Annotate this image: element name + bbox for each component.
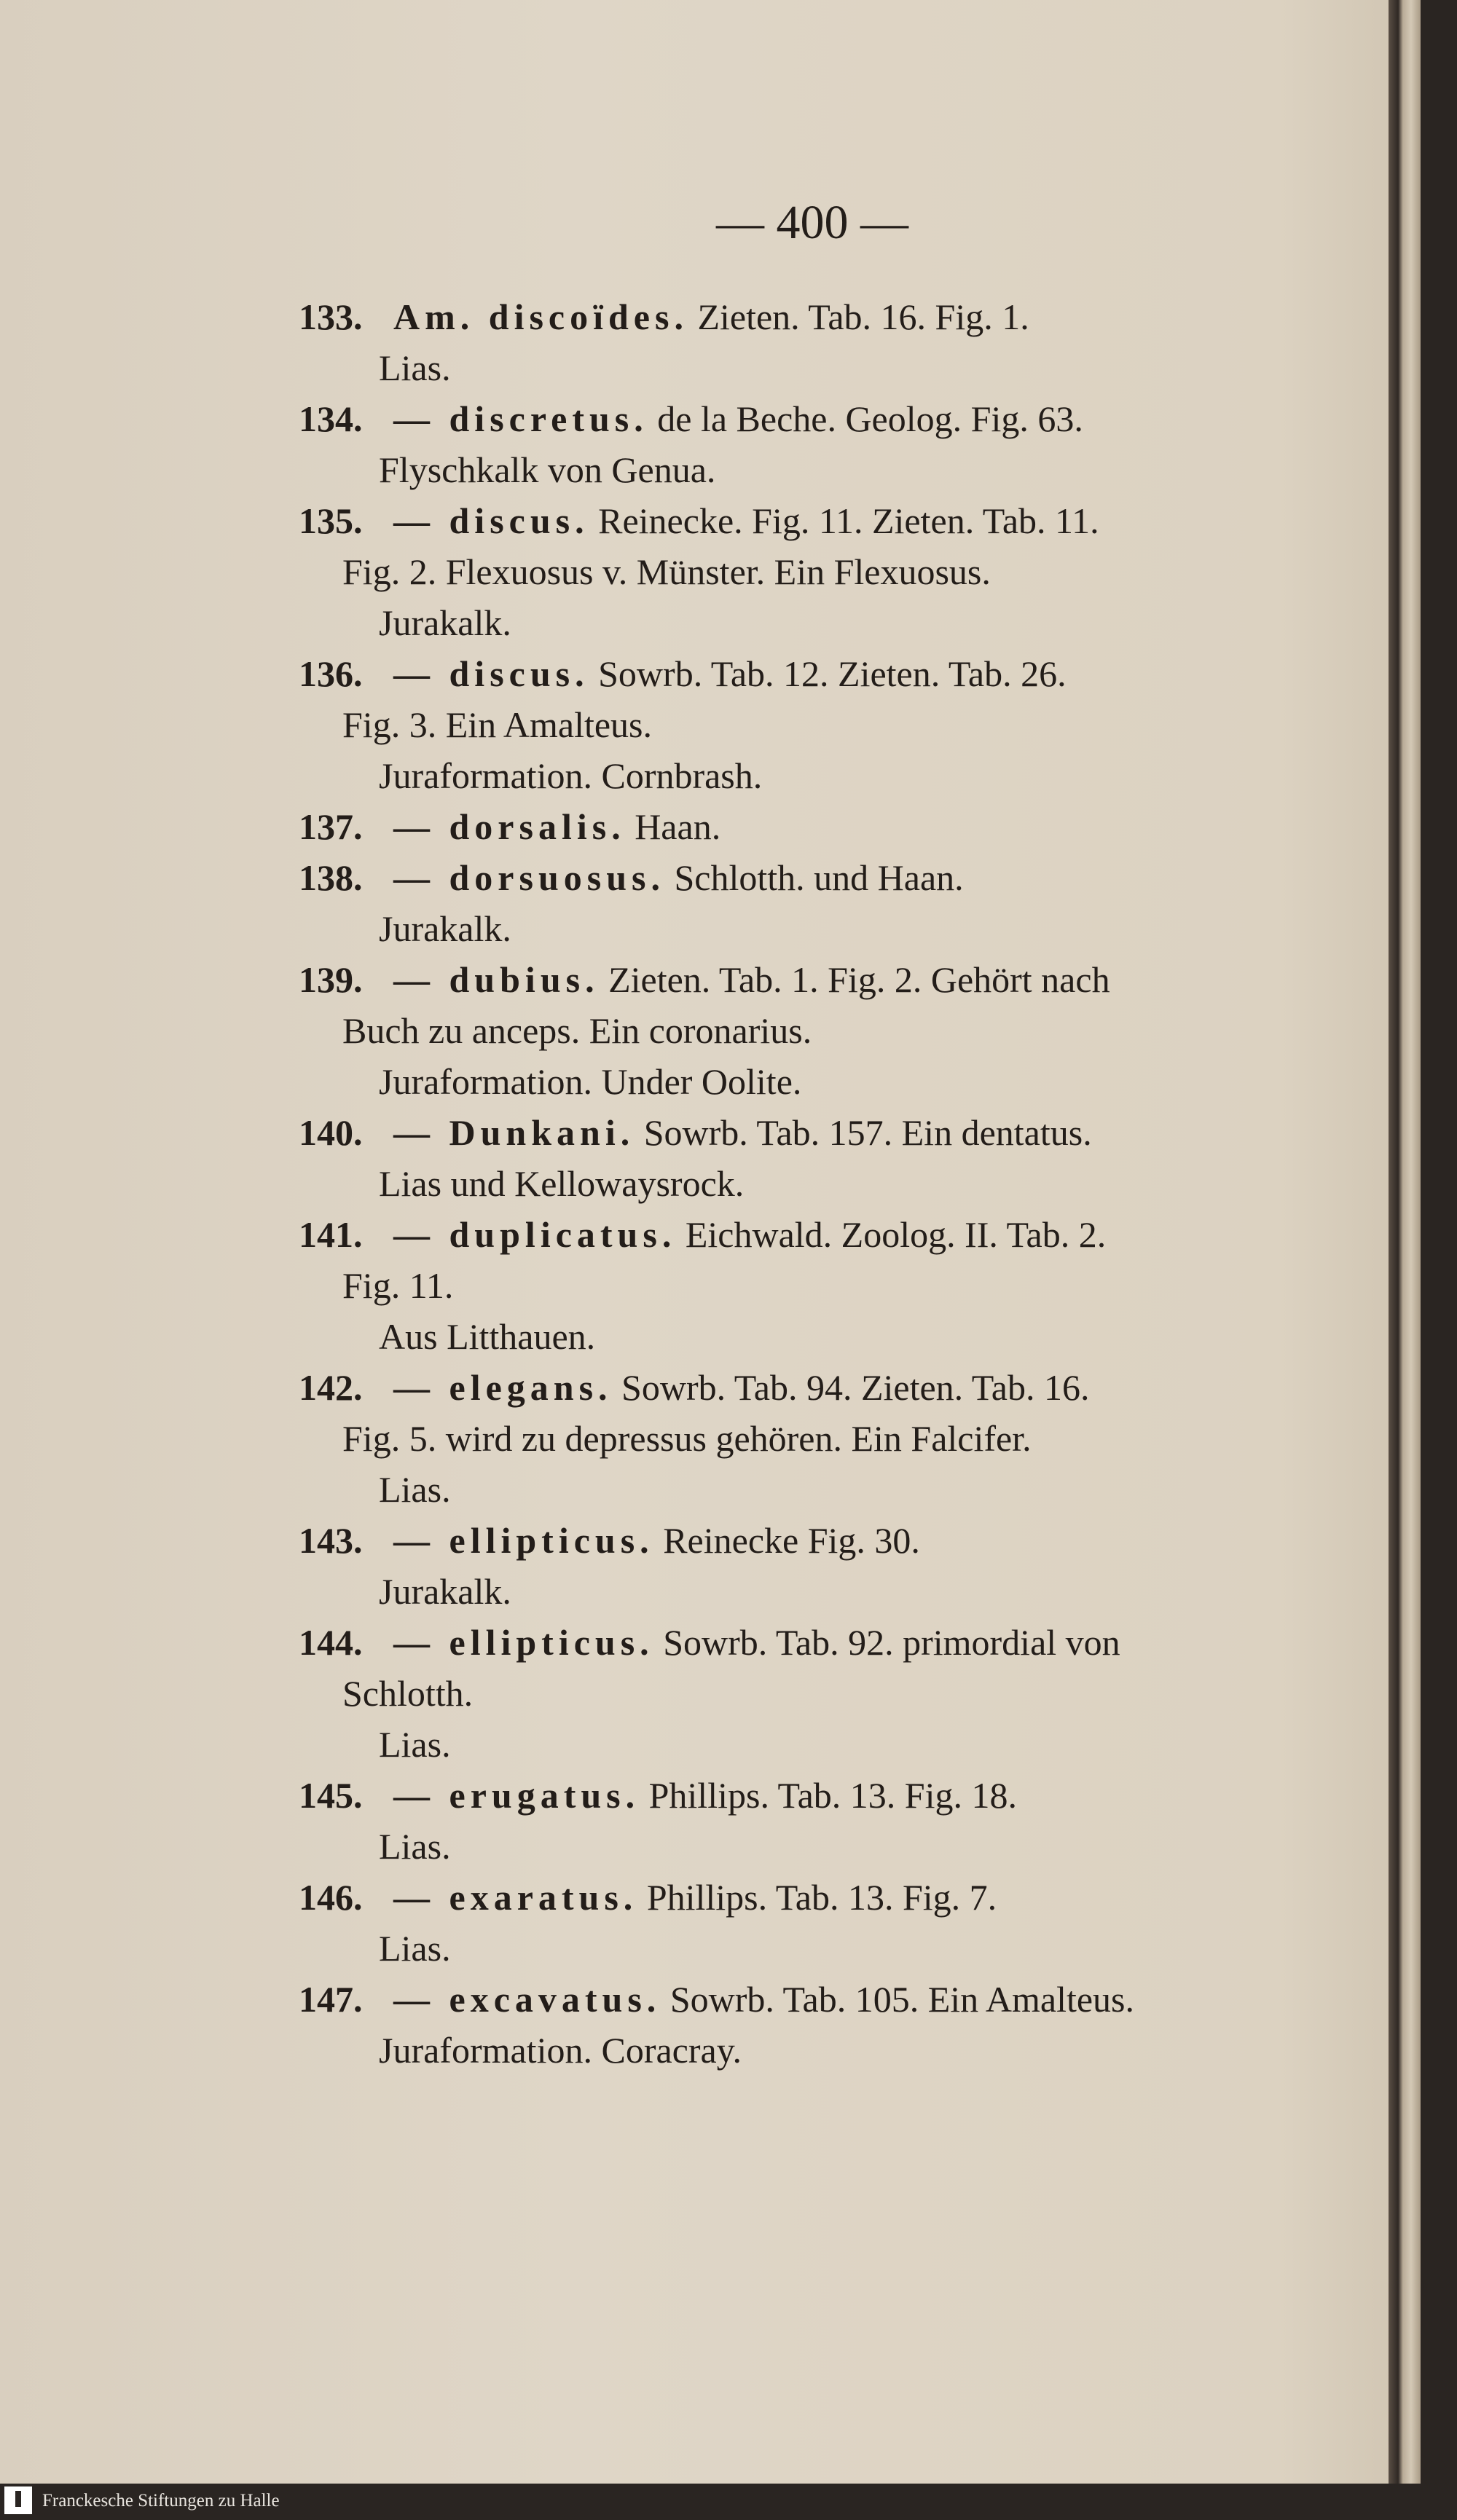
entry-number: 143. <box>299 1520 363 1561</box>
entry-line <box>299 699 1333 750</box>
catalog-entry <box>299 852 1333 954</box>
entry-reference: Schlotth. und Haan. <box>665 857 964 898</box>
entry-reference: Zieten. Tab. 1. Fig. 2. Gehört nach <box>599 959 1110 1000</box>
entry-reference: Sowrb. Tab. 92. primordial von <box>653 1622 1120 1663</box>
entry-line <box>299 1260 1333 1311</box>
formation-note: Lias. <box>379 1826 451 1867</box>
entry-line <box>299 1923 1333 1974</box>
formation-note: Juraformation. Under Oolite. <box>379 1061 802 1102</box>
formation-note: Lias. <box>379 1928 451 1969</box>
entry-line <box>299 1566 1333 1617</box>
entry-line <box>299 1770 1333 1821</box>
page-number: — 400 — <box>716 196 908 249</box>
entry-line <box>299 1209 1333 1260</box>
formation-note: Juraformation. Cornbrash. <box>379 755 763 796</box>
entry-number: 141. <box>299 1214 363 1255</box>
entry-reference: de la Beche. Geolog. Fig. 63. <box>648 398 1083 439</box>
entry-number: 147. <box>299 1979 363 2020</box>
entry-number: 146. <box>299 1877 363 1918</box>
entry-line <box>299 1515 1333 1566</box>
entry-line <box>299 648 1333 699</box>
entry-line <box>299 597 1333 648</box>
entry-reference: Zieten. Tab. 16. Fig. 1. <box>688 296 1029 337</box>
catalog-entry <box>299 954 1333 1107</box>
species-name: — dorsuosus. <box>393 857 665 898</box>
entry-reference: Phillips. Tab. 13. Fig. 18. <box>640 1775 1017 1816</box>
entry-line <box>299 750 1333 801</box>
page-binding-edge <box>1389 0 1421 2484</box>
entry-line <box>299 2025 1333 2076</box>
entry-number: 142. <box>299 1367 363 1408</box>
entry-reference: Reinecke Fig. 30. <box>653 1520 920 1561</box>
entry-number: 144. <box>299 1622 363 1663</box>
entry-line <box>299 1056 1333 1107</box>
entry-reference: Haan. <box>625 806 721 847</box>
entry-list <box>299 291 1333 2076</box>
footer-credit: Franckesche Stiftungen zu Halle <box>42 2491 280 2511</box>
species-name: — duplicatus. <box>393 1214 677 1255</box>
entry-line <box>299 1668 1333 1719</box>
formation-note: Jurakalk. <box>379 908 511 949</box>
entry-number: 134. <box>299 398 363 439</box>
formation-note: Jurakalk. <box>379 1571 511 1612</box>
catalog-entry <box>299 1515 1333 1617</box>
entry-line <box>299 393 1333 444</box>
entry-continuation: Fig. 3. Ein Amalteus. <box>342 704 652 745</box>
footer-bar <box>0 2484 1457 2520</box>
formation-note: Lias. <box>379 1724 451 1765</box>
species-name: Am. discoïdes. <box>393 296 688 337</box>
formation-note: Jurakalk. <box>379 602 511 643</box>
library-logo-icon <box>4 2486 32 2514</box>
entry-reference: Phillips. Tab. 13. Fig. 7. <box>637 1877 997 1918</box>
entry-number: 135. <box>299 500 363 541</box>
catalog-entry <box>299 291 1333 393</box>
entry-reference: Eichwald. Zoolog. II. Tab. 2. <box>676 1214 1107 1255</box>
entry-line <box>299 495 1333 546</box>
species-name: — erugatus. <box>393 1775 640 1816</box>
species-name: — Dunkani. <box>393 1112 635 1153</box>
entry-reference: Sowrb. Tab. 157. Ein dentatus. <box>635 1112 1092 1153</box>
entry-reference: Sowrb. Tab. 94. Zieten. Tab. 16. <box>612 1367 1090 1408</box>
species-name: — discretus. <box>393 398 648 439</box>
formation-note: Aus Litthauen. <box>379 1316 596 1357</box>
entry-line <box>299 291 1333 342</box>
entry-line <box>299 1362 1333 1413</box>
entry-reference: Sowrb. Tab. 105. Ein Amalteus. <box>661 1979 1135 2020</box>
formation-note: Flyschkalk von Genua. <box>379 449 716 490</box>
entry-number: 137. <box>299 806 363 847</box>
formation-note: Juraformation. Coracray. <box>379 2030 742 2071</box>
entry-line <box>299 1413 1333 1464</box>
species-name: — elegans. <box>393 1367 613 1408</box>
entry-line <box>299 1005 1333 1056</box>
entry-number: 145. <box>299 1775 363 1816</box>
entry-line <box>299 1974 1333 2025</box>
entry-line <box>299 1872 1333 1923</box>
catalog-entry <box>299 495 1333 648</box>
entry-line <box>299 1311 1333 1362</box>
entry-number: 138. <box>299 857 363 898</box>
species-name: — ellipticus. <box>393 1622 654 1663</box>
entry-number: 136. <box>299 653 363 694</box>
formation-note: Lias. <box>379 1469 451 1510</box>
entry-number: 139. <box>299 959 363 1000</box>
entry-line <box>299 903 1333 954</box>
catalog-entry <box>299 801 1333 852</box>
catalog-entry <box>299 1209 1333 1362</box>
entry-line <box>299 852 1333 903</box>
entry-number: 133. <box>299 296 363 337</box>
catalog-entry <box>299 393 1333 495</box>
entry-line <box>299 1158 1333 1209</box>
species-name: — excavatus. <box>393 1979 661 2020</box>
catalog-entry <box>299 1617 1333 1770</box>
entry-line <box>299 546 1333 597</box>
species-name: — exaratus. <box>393 1877 638 1918</box>
formation-note: Lias und Kellowaysrock. <box>379 1163 745 1204</box>
entry-line <box>299 801 1333 852</box>
catalog-entry <box>299 1107 1333 1209</box>
entry-line <box>299 1617 1333 1668</box>
entry-continuation: Buch zu anceps. Ein coronarius. <box>342 1010 812 1051</box>
entry-number: 140. <box>299 1112 363 1153</box>
species-name: — discus. <box>393 653 589 694</box>
entry-line <box>299 444 1333 495</box>
species-name: — ellipticus. <box>393 1520 654 1561</box>
formation-note: Lias. <box>379 347 451 388</box>
entry-line <box>299 1464 1333 1515</box>
entry-line <box>299 954 1333 1005</box>
entry-reference: Reinecke. Fig. 11. Zieten. Tab. 11. <box>589 500 1099 541</box>
catalog-entry <box>299 1362 1333 1515</box>
catalog-entry <box>299 1770 1333 1872</box>
entry-line <box>299 342 1333 393</box>
species-name: — dubius. <box>393 959 600 1000</box>
catalog-entry <box>299 1974 1333 2076</box>
entry-continuation: Fig. 2. Flexuosus v. Münster. Ein Flexuosus. <box>342 551 991 592</box>
species-name: — dorsalis. <box>393 806 626 847</box>
entry-reference: Sowrb. Tab. 12. Zieten. Tab. 26. <box>589 653 1067 694</box>
entry-line <box>299 1821 1333 1872</box>
species-name: — discus. <box>393 500 589 541</box>
catalog-entry <box>299 648 1333 801</box>
catalog-entry <box>299 1872 1333 1974</box>
entry-continuation: Fig. 11. <box>342 1265 454 1306</box>
entry-line <box>299 1107 1333 1158</box>
entry-continuation: Schlotth. <box>342 1673 474 1714</box>
entry-line <box>299 1719 1333 1770</box>
entry-continuation: Fig. 5. wird zu depressus gehören. Ein Falcifer. <box>342 1418 1032 1459</box>
